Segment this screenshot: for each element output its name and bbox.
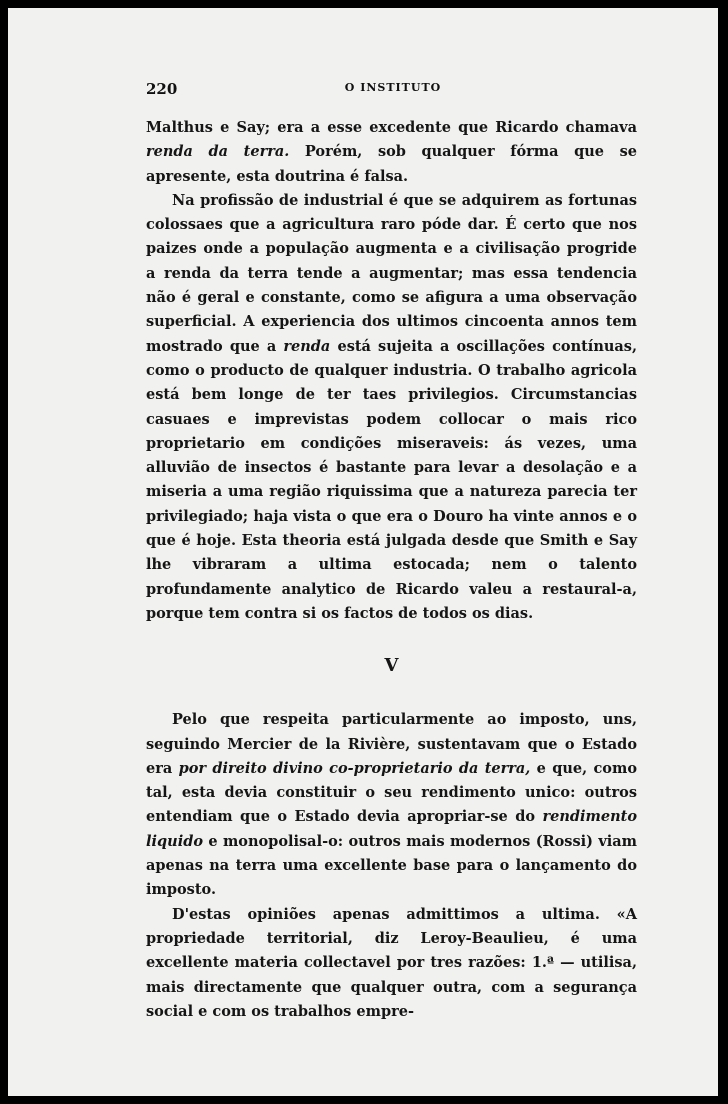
page-number: 220 (146, 80, 178, 98)
running-title: O INSTITUTO (344, 81, 442, 94)
section-heading: V (384, 655, 399, 677)
body-text (146, 116, 637, 1024)
italic-text: por direito divino co-proprietario da terra, (178, 759, 531, 777)
paragraph (146, 708, 637, 902)
page-header (146, 80, 640, 102)
scanned-page (8, 8, 718, 1096)
paragraph (146, 903, 637, 1024)
italic-text: renda da terra. (146, 143, 290, 161)
text-run: Porém, sob qualquer fórma que se apresente, esta doutrina é falsa. (146, 143, 637, 185)
italic-text: renda (283, 337, 331, 355)
text-run: está sujeita a oscillações contínuas, como o producto de qualquer industria. O trabalho agricola está bem longe de ter taes privilegios. Circumstancias casuaes e imprevistas podem collocar o mais rico proprietario em condições miseraveis: ás vezes, uma alluvião de insectos é bastante para levar a desolação e a miseria a uma região riquissima que a natureza parecia ter privilegiado; haja vista o que era o Douro ha vinte annos e o que é hoje. Esta theoria está julgada desde que Smith e Say lhe vibraram a ultima estocada; nem o talento profundamente analytico de Ricardo valeu a restaural-a, porque tem contra si os factos de todos os dias. (146, 337, 638, 622)
text-run: Pelo que respeita particularmente ao imposto, uns, seguindo Mercier de la Rivière, sustentavam que o Estado era (146, 711, 637, 777)
italic-text: rendimento liquido (146, 808, 637, 850)
top-paragraphs (146, 116, 637, 626)
bottom-paragraphs (146, 708, 637, 1024)
text-run: D'estas opiniões apenas admittimos a ultima. «A propriedade territorial, diz Leroy-Beaulieu, é uma excellente materia collectavel por tres razões: 1.ª — utilisa, mais directamente que qualquer outra, com a segurança social e com os trabalhos empre- (146, 905, 637, 1020)
text-run: Malthus e Say; era a esse excedente que Ricardo chamava (146, 119, 637, 136)
text-run: e monopolisal-o: outros mais modernos (Rossi) viam apenas na terra uma excellente base para o lançamento do imposto. (146, 832, 637, 899)
paragraph (146, 116, 637, 189)
text-run: e que, como tal, esta devia constituir o seu rendimento unico: outros entendiam que o Estado devia apropriar-se do (146, 759, 637, 826)
paragraph (146, 189, 637, 626)
text-run: Na profissão de industrial é que se adquirem as fortunas colossaes que a agricultura raro póde dar. É certo que nos paizes onde a população augmenta e a civilisação progride a renda da terra tende a augmentar; mas essa tendencia não é geral e constante, como se afigura a uma observação superficial. A experiencia dos ultimos cincoenta annos tem mostrado que a (146, 191, 637, 355)
